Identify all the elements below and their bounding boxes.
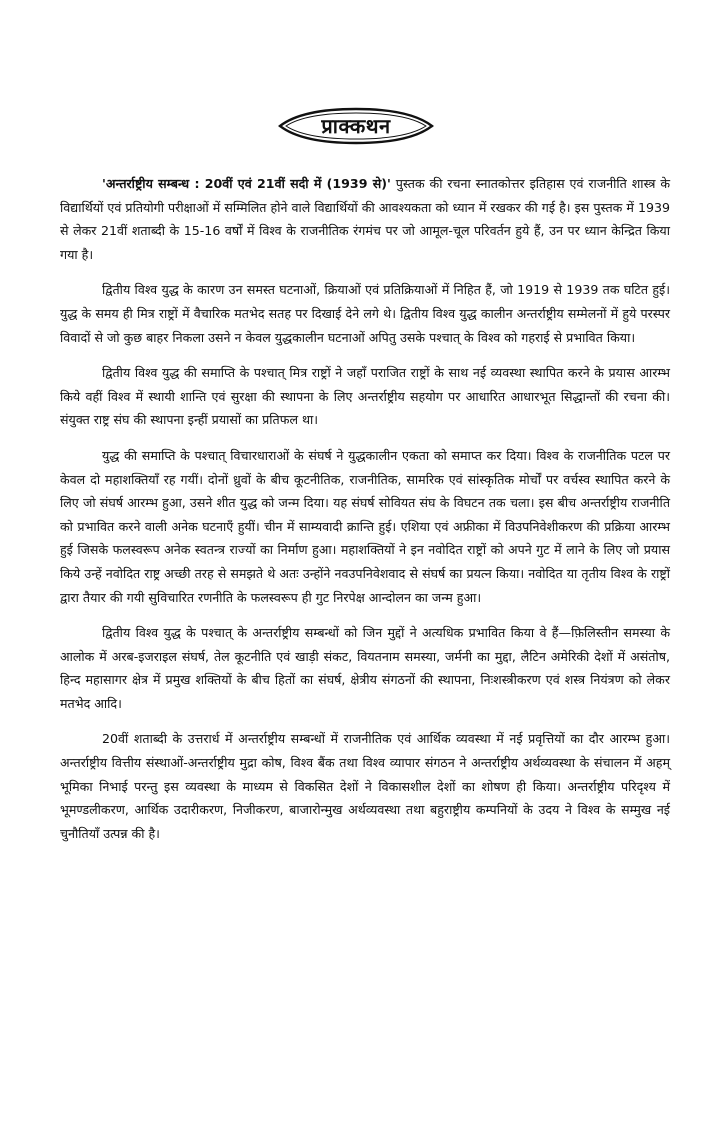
paragraph-1 (60, 172, 670, 266)
paragraph-1-text: पुस्तक की रचना स्नातकोत्तर इतिहास एवं राजनीति शास्त्र के विद्यार्थियों एवं प्रतियोगी परीक्षाओं में सम्मिलित होने वाले विद्यार्थियों की आवश्यकता को ध्यान में रखकर की गई है। इस पुस्तक में 1939 से लेकर 21वीं शताब्दी के 15-16 वर्षों में विश्व के राजनीतिक रंगमंच पर जो आमूल-चूल परिवर्तन हुये हैं, उन पर ध्यान केन्द्रित किया गया है। (60, 176, 670, 262)
preface-body (60, 172, 670, 857)
page-title: प्राक्कथन (321, 114, 391, 138)
paragraph-2: द्वितीय विश्व युद्ध के कारण उन समस्त घटनाओं, क्रियाओं एवं प्रतिक्रियाओं में निहित हैं, जो 1919 से 1939 तक घटित हुई। युद्ध के समय ही मित्र राष्ट्रों में वैचारिक मतभेद सतह पर दिखाई देने लगे थे। द्वितीय विश्व युद्ध कालीन अन्तर्राष्ट्रीय सम्मेलनों में हुये परस्पर विवादों से जो कुछ बाहर निकला उसने न केवल युद्धकालीन घटनाओं अपितु उसके पश्चात् के विश्व को गहराई से प्रभावित किया। (60, 282, 670, 345)
title-cartouche (276, 106, 436, 146)
paragraph-5: द्वितीय विश्व युद्ध के पश्चात् के अन्तर्राष्ट्रीय सम्बन्धों को जिन मुद्दों ने अत्यधिक प्रभावित किया वे हैं—फ़िलिस्तीन समस्या के आलोक में अरब-इजराइल संघर्ष, तेल कूटनीति एवं खाड़ी संकट, वियतनाम समस्या, जर्मनी का मुद्दा, लैटिन अमेरिकी देशों में असंतोष, हिन्द महासागर क्षेत्र में प्रमुख शक्तियों के बीच हितों का संघर्ष, क्षेत्रीय संगठनों की स्थापना, निःशस्त्रीकरण एवं शस्त्र नियंत्रण को लेकर मतभेद आदि। (60, 625, 670, 711)
paragraph-3: द्वितीय विश्व युद्ध की समाप्ति के पश्चात् मित्र राष्ट्रों ने जहाँ पराजित राष्ट्रों के साथ नई व्यवस्था स्थापित करने के प्रयास आरम्भ किये वहीं विश्व में स्थायी शान्ति एवं सुरक्षा की स्थापना के लिए अन्तर्राष्ट्रीय सहयोग पर आधारित आधारभूत सिद्धान्तों की रचना की। संयुक्त राष्ट्र संघ की स्थापना इन्हीं प्रयासों का प्रतिफल था। (60, 365, 670, 428)
book-title-quote: 'अन्तर्राष्ट्रीय सम्बन्ध : 20वीं एवं 21वीं सदी में (1939 से)' (102, 176, 391, 191)
paragraph-6: 20वीं शताब्दी के उत्तरार्ध में अन्तर्राष्ट्रीय सम्बन्धों में राजनीतिक एवं आर्थिक व्यवस्था में नई प्रवृत्तियों का दौर आरम्भ हुआ। अन्तर्राष्ट्रीय वित्तीय संस्थाओं-अन्तर्राष्ट्रीय मुद्रा कोष, विश्व बैंक तथा विश्व व्यापार संगठन ने अन्तर्राष्ट्रीय अर्थव्यवस्था के संचालन में अहम् भूमिका निभाई परन्तु इस व्यवस्था के माध्यम से विकसित देशों ने विकासशील देशों का शोषण ही किया। अन्तर्राष्ट्रीय परिदृश्य में भूमण्डलीकरण, आर्थिक उदारीकरण, निजीकरण, बाजारोन्मुख अर्थव्यवस्था तथा बहुराष्ट्रीय कम्पनियों के उदय ने विश्व के सम्मुख नई चुनौतियाँ उत्पन्न की है। (60, 731, 670, 841)
paragraph-4: युद्ध की समाप्ति के पश्चात् विचारधाराओं के संघर्ष ने युद्धकालीन एकता को समाप्त कर दिया। विश्व के राजनीतिक पटल पर केवल दो महाशक्तियाँ रह गयीं। दोनों ध्रुवों के बीच कूटनीतिक, राजनीतिक, सामरिक एवं सांस्कृतिक मोर्चों पर वर्चस्व स्थापित करने के लिए जो संघर्ष आरम्भ हुआ, उसने शीत युद्ध को जन्म दिया। यह संघर्ष सोवियत संघ के विघटन तक चला। इस बीच अन्तर्राष्ट्रीय राजनीति को प्रभावित करने वाली अनेक घटनाएँ हुयीं। चीन में साम्यवादी क्रान्ति हुई। एशिया एवं अफ्रीका में विउपनिवेशीकरण की प्रक्रिया आरम्भ हुई जिसके फलस्वरूप अनेक स्वतन्त्र राज्यों का निर्माण हुआ। महाशक्तियों ने इन नवोदित राष्ट्रों को अपने गुट में लाने के लिए जो प्रयास किये उन्हें नवोदित राष्ट्र अच्छी तरह से समझते थे अतः उन्होंने नवउपनिवेशवाद से संघर्ष का प्रयत्न किया। नवोदित या तृतीय विश्व के राष्ट्रों द्वारा तैयार की गयी सुविचारित रणनीति के फलस्वरूप ही गुट निरपेक्ष आन्दोलन का जन्म हुआ। (60, 447, 670, 605)
